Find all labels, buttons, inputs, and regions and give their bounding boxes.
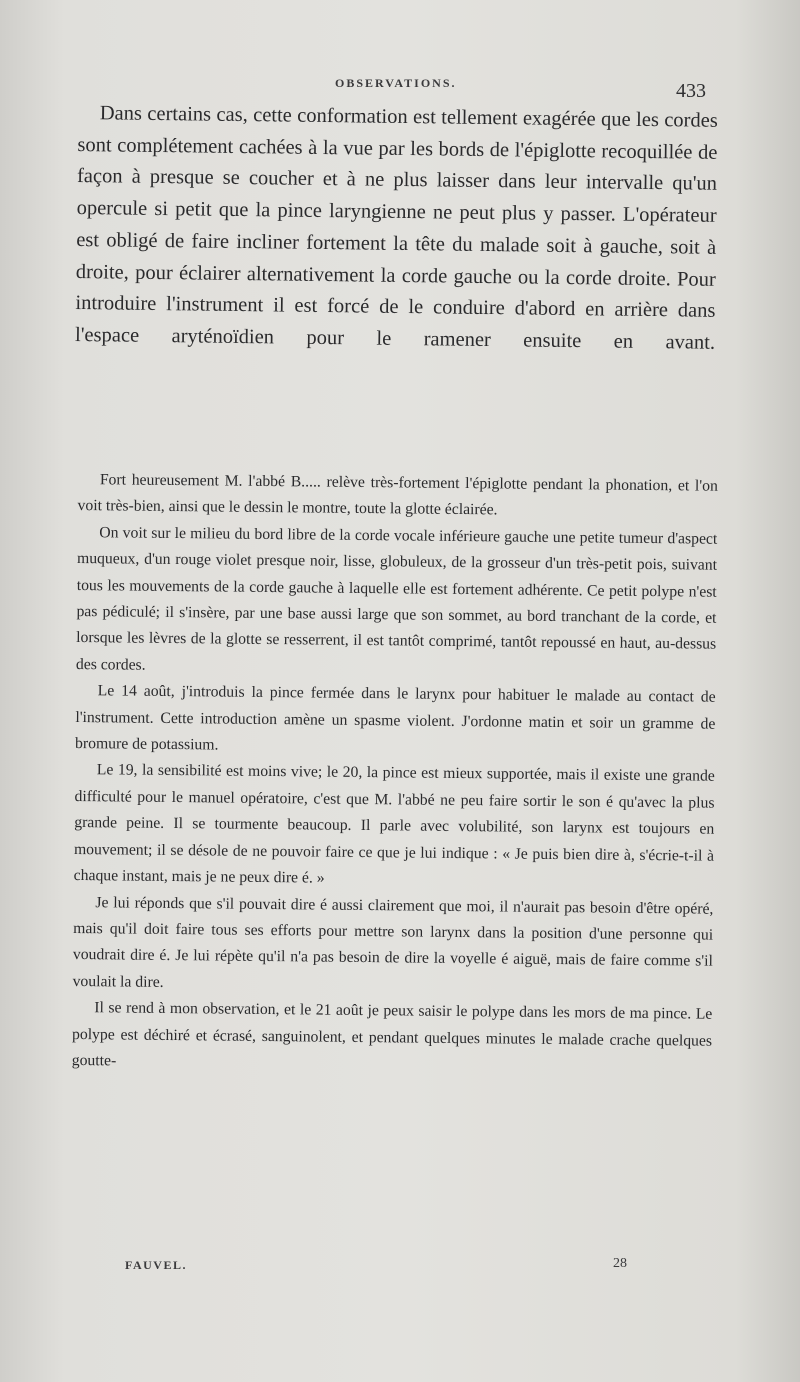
body-paragraph: Le 14 août, j'introduis la pince fermée dans le larynx pour habituer le malade au contact de l'instrument. Cette introduction amène un spasme violent. J'ordonne matin et soir un gramme de bromure de potassium. bbox=[75, 682, 716, 754]
body-paragraph: Fort heureusement M. l'abbé B..... relève très-fortement l'épiglotte pendant la phonation, et l'on voit très-bien, ainsi que le dessin le montre, toute la glotte éclairée. bbox=[77, 471, 718, 519]
sheet-number: 28 bbox=[613, 1256, 627, 1271]
page-header bbox=[0, 72, 800, 102]
page-footer bbox=[0, 1254, 800, 1278]
observation-text-block bbox=[72, 467, 718, 1081]
intro-text-block bbox=[75, 98, 718, 359]
body-paragraph: On voit sur le milieu du bord libre de la corde vocale inférieure gauche une petite tumeur d'aspect muqueux, d'un rouge violet presque noir, lisse, globuleux, de la grosseur d'un très-petit pois, suivant tous les mouvements de la corde gauche à laquelle elle est fortement adhérente. Ce petit polype n'est pas pédiculé; il s'insère, par une base aussi large que son sommet, au bord tranchant de la corde, et lorsque les lèvres de la glotte se resserrent, il est tantôt comprimé, tantôt repoussé en haut, au-dessus des cordes. bbox=[75, 524, 718, 674]
printer-signature: FAUVEL. bbox=[125, 1258, 187, 1272]
running-title: OBSERVATIONS. bbox=[335, 76, 457, 90]
intro-paragraph: Dans certains cas, cette conformation est tellement exagérée que les cordes sont complétement cachées à la vue par les bords de l'épiglotte recoquillée de façon à presque se coucher et à ne plus laisser dans leur intervalle qu'un opercule si petit que la pince laryngienne ne peut plus y passer. L'opérateur est obligé de faire incliner fortement la tête du malade soit à gauche, soit à droite, pour éclairer alternativement la corde gauche ou la corde droite. Pour introduire l'instrument il est forcé de le conduire d'abord en arrière dans l'espace aryténoïdien pour le ramener ensuite en avant. bbox=[74, 102, 718, 354]
page-number: 433 bbox=[676, 80, 706, 102]
body-paragraph: Je lui réponds que s'il pouvait dire é aussi clairement que moi, il n'aurait pas besoin d'être opéré, mais qu'il doit faire tous ses efforts pour mettre son larynx dans la position d'une personne qui voudrait dire é. Je lui répète qu'il n'a pas besoin de dire la voyelle é aiguë, mais de faire comme s'il voulait la dire. bbox=[72, 893, 714, 991]
body-paragraph: Il se rend à mon observation, et le 21 août je peux saisir le polype dans les mors de ma pince. Le polype est déchiré et écrasé, sanguinolent, et pendant quelques minutes le malade crache quelques goutte- bbox=[71, 999, 713, 1070]
body-paragraph: Le 19, la sensibilité est moins vive; le 20, la pince est mieux supportée, mais il existe une grande difficulté pour le manuel opératoire, c'est que M. l'abbé ne peu faire sortir le son é qu'avec la plus grande peine. Il se tourmente beaucoup. Il parle avec volubilité, son larynx est toujours en mouvement; il se désole de ne pouvoir faire ce que je lui indique : « Je puis bien dire à, s'écrie-t-il à chaque instant, mais je ne peux dire é. » bbox=[73, 761, 715, 887]
